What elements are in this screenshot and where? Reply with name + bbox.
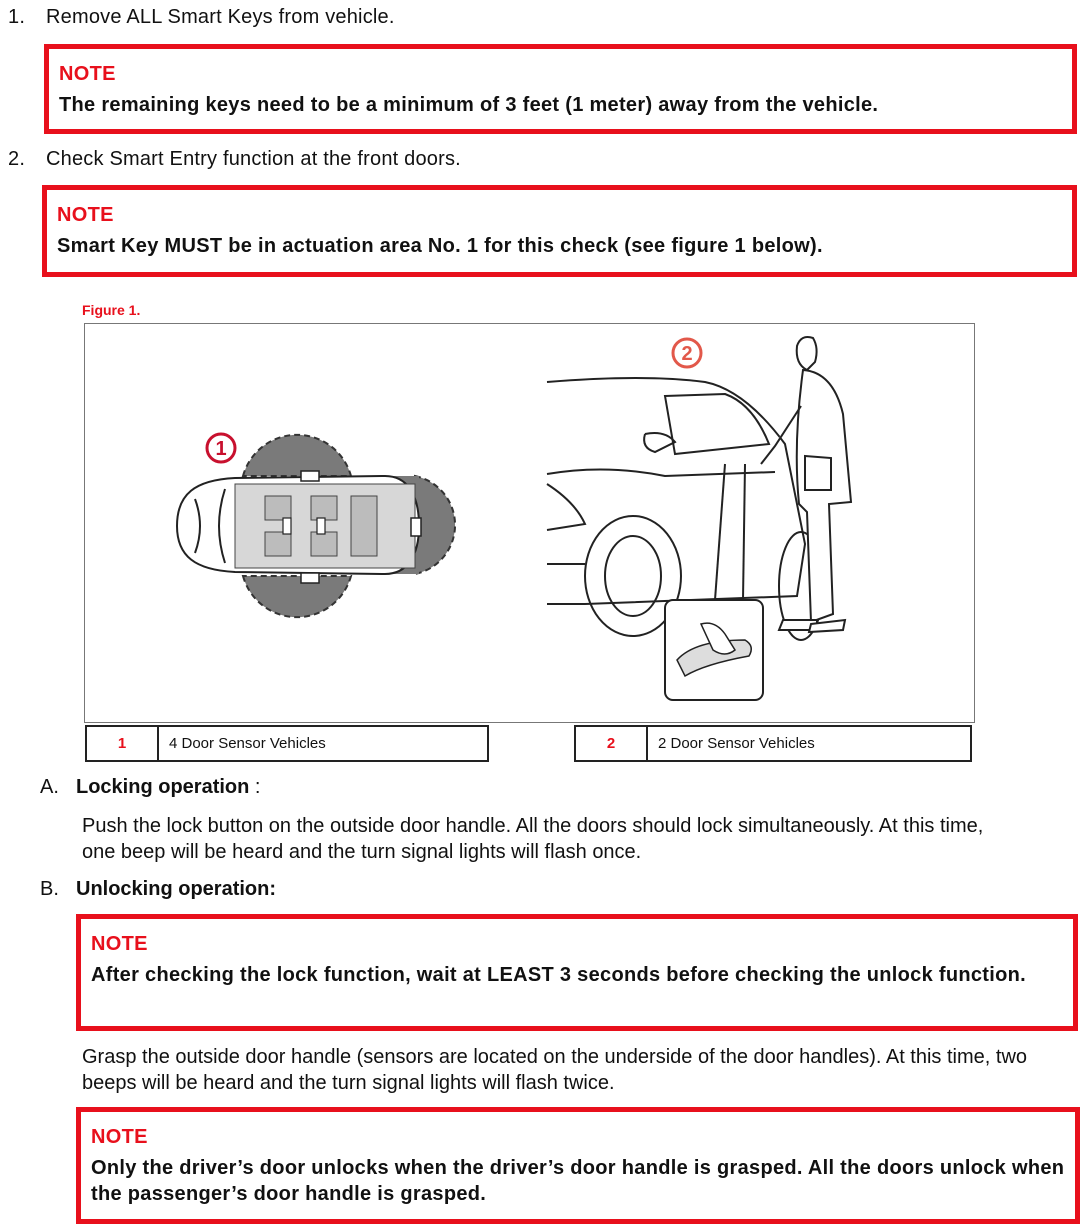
section-a-suffix: : bbox=[249, 776, 261, 798]
section-b-body: Grasp the outside door handle (sensors are located on the underside of the door handles). At this time, two beeps will be heard and the turn signal lights will flash twice. bbox=[82, 1046, 1028, 1094]
door-handle-inset bbox=[665, 464, 763, 700]
legend-2-number: 2 bbox=[576, 727, 648, 760]
note-4-text: Only the driver’s door unlocks when the driver’s door handle is grasped. All the doors unlock when the passenger’s door handle is grasped. bbox=[91, 1157, 1065, 1205]
step-2-text: Check Smart Entry function at the front doors. bbox=[46, 148, 461, 170]
note-3-text: After checking the lock function, wait at LEAST 3 seconds before checking the unlock function. bbox=[91, 964, 1027, 986]
section-a-body: Push the lock button on the outside door handle. All the doors should lock simultaneously. At this time, one beep will be heard and the turn signal lights will flash once. bbox=[82, 815, 984, 863]
note-3-box bbox=[76, 914, 1078, 1031]
note-4-title: NOTE bbox=[91, 1126, 148, 1148]
step-1 bbox=[8, 6, 395, 29]
legend-1-text: 4 Door Sensor Vehicles bbox=[169, 735, 326, 752]
figure-label: Figure 1. bbox=[82, 302, 141, 318]
note-4-box bbox=[76, 1107, 1080, 1224]
note-2-title: NOTE bbox=[57, 204, 114, 226]
note-2-text: Smart Key MUST be in actuation area No. 1 for this check (see figure 1 below). bbox=[57, 235, 823, 257]
callout-2 bbox=[673, 339, 701, 367]
step-2 bbox=[8, 148, 461, 171]
legend-2 bbox=[574, 725, 972, 762]
section-a-letter: A. bbox=[40, 776, 59, 798]
note-1-text: The remaining keys need to be a minimum of 3 feet (1 meter) away from the vehicle. bbox=[59, 94, 879, 116]
section-a-title: Locking operation bbox=[76, 776, 250, 798]
callout-1-label: 1 bbox=[215, 438, 227, 460]
figure-illustration bbox=[85, 324, 974, 722]
callout-2-label: 2 bbox=[681, 343, 693, 365]
legend-2-text: 2 Door Sensor Vehicles bbox=[658, 735, 815, 752]
legend-1-number: 1 bbox=[87, 727, 159, 760]
figure-1 bbox=[84, 323, 975, 723]
note-3-title: NOTE bbox=[91, 933, 148, 955]
note-1-title: NOTE bbox=[59, 63, 116, 85]
legend-1 bbox=[85, 725, 489, 762]
callout-1 bbox=[207, 434, 235, 462]
section-b-title: Unlocking operation: bbox=[76, 878, 276, 900]
note-2-box bbox=[42, 185, 1077, 277]
step-2-number: 2. bbox=[8, 148, 26, 170]
car-top-view bbox=[177, 471, 421, 583]
section-a-heading bbox=[40, 776, 261, 799]
step-1-text: Remove ALL Smart Keys from vehicle. bbox=[46, 6, 395, 28]
person-illustration bbox=[761, 337, 851, 632]
section-b-heading bbox=[40, 878, 276, 901]
step-1-number: 1. bbox=[8, 6, 26, 28]
note-1-box bbox=[44, 44, 1077, 134]
section-b-letter: B. bbox=[40, 878, 59, 900]
